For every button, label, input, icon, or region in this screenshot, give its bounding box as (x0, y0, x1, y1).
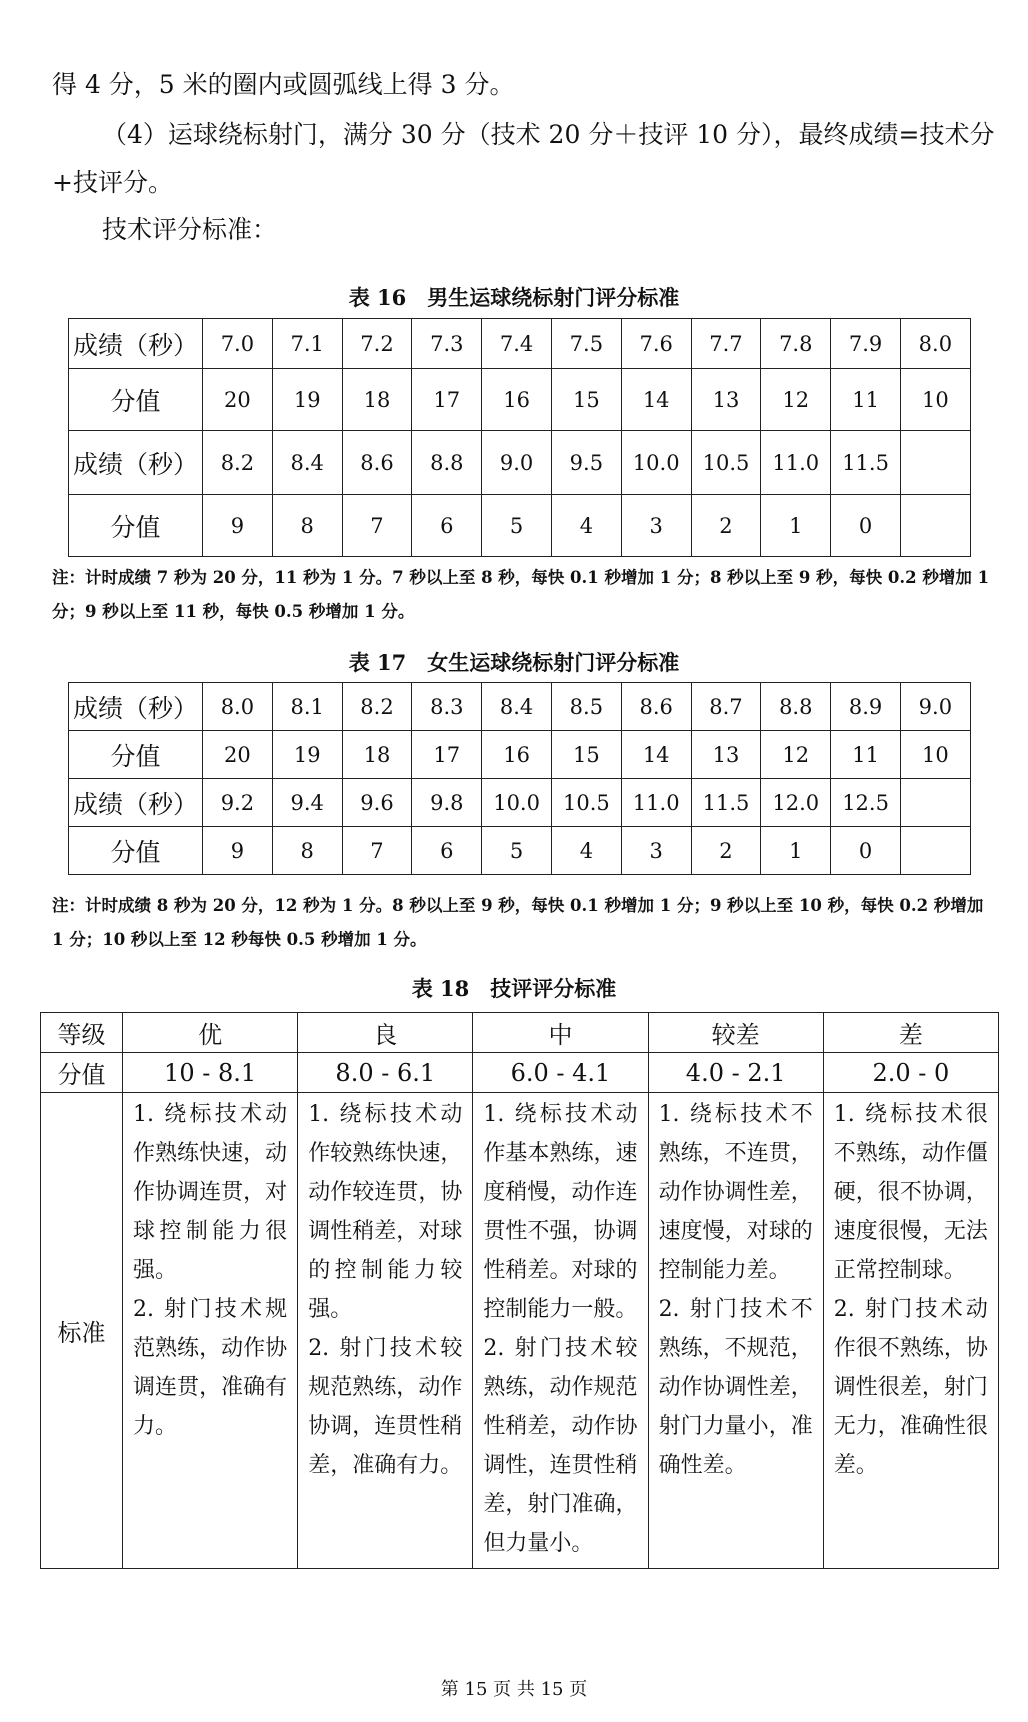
table18-caption: 表 18 技评评分标准 (411, 976, 617, 1001)
table-row (69, 431, 971, 495)
time-cell: 10.5 (691, 431, 761, 495)
criteria-item: 1. 绕标技术很不熟练，动作僵硬，很不协调，速度很慢，无法正常控制球。 (833, 1102, 988, 1283)
label-score: 分值 (41, 1053, 123, 1093)
range-cell: 4.0 - 2.1 (648, 1053, 823, 1093)
score-cell: 2 (691, 827, 761, 875)
range-cell: 2.0 - 0 (823, 1053, 998, 1093)
table16-male-scoring (68, 318, 971, 557)
score-cell: 13 (691, 369, 761, 431)
row-label-time: 成绩（秒） (69, 431, 203, 495)
criteria-cell-medium (473, 1093, 648, 1569)
table-row (69, 495, 971, 557)
intro-line-2: （4）运球绕标射门，满分 30 分（技术 20 分＋技评 10 分），最终成绩=技术分 (102, 120, 995, 149)
intro-line-1: 得 4 分，5 米的圈内或圆弧线上得 3 分。 (52, 70, 515, 99)
score-cell: 1 (761, 827, 831, 875)
score-cell: 19 (272, 731, 342, 779)
time-cell: 9.8 (412, 779, 482, 827)
score-cell: 5 (482, 495, 552, 557)
time-cell: 8.0 (203, 683, 273, 731)
score-cell: 4 (551, 495, 621, 557)
score-cell: 15 (551, 731, 621, 779)
score-cell: 12 (761, 731, 831, 779)
time-cell: 8.9 (831, 683, 901, 731)
label-criteria: 标准 (41, 1093, 123, 1569)
range-cell: 6.0 - 4.1 (473, 1053, 648, 1093)
time-cell (900, 779, 970, 827)
score-cell: 3 (621, 827, 691, 875)
time-cell: 8.8 (761, 683, 831, 731)
row-label-score: 分值 (69, 731, 203, 779)
criteria-item: 1. 绕标技术动作较熟练快速，动作较连贯，协调性稍差，对球的控制能力较强。 (308, 1102, 463, 1322)
time-cell: 7.7 (691, 319, 761, 369)
time-cell: 8.5 (551, 683, 621, 731)
time-cell: 7.8 (761, 319, 831, 369)
time-cell: 9.6 (342, 779, 412, 827)
criteria-cell-good (298, 1093, 473, 1569)
score-cell: 17 (412, 369, 482, 431)
table17-female-scoring (68, 682, 971, 875)
score-cell: 9 (203, 495, 273, 557)
time-cell: 8.2 (342, 683, 412, 731)
time-cell: 8.0 (900, 319, 970, 369)
time-cell: 8.7 (691, 683, 761, 731)
score-cell: 7 (342, 495, 412, 557)
score-cell: 10 (900, 731, 970, 779)
table-row (41, 1053, 999, 1093)
grade-cell: 良 (298, 1013, 473, 1053)
score-cell: 4 (551, 827, 621, 875)
score-cell: 6 (412, 827, 482, 875)
score-cell: 1 (761, 495, 831, 557)
time-cell: 8.4 (272, 431, 342, 495)
score-cell: 11 (831, 731, 901, 779)
score-cell: 17 (412, 731, 482, 779)
range-cell: 10 - 8.1 (123, 1053, 298, 1093)
time-cell: 8.2 (203, 431, 273, 495)
row-label-time: 成绩（秒） (69, 779, 203, 827)
time-cell: 12.0 (761, 779, 831, 827)
score-cell: 0 (831, 495, 901, 557)
time-cell: 9.0 (482, 431, 552, 495)
score-cell (900, 495, 970, 557)
criteria-item: 2. 射门技术较规范熟练，动作协调，连贯性稍差，准确有力。 (308, 1336, 463, 1478)
range-cell: 8.0 - 6.1 (298, 1053, 473, 1093)
criteria-item: 2. 射门技术规范熟练，动作协调连贯，准确有力。 (133, 1297, 288, 1439)
score-cell: 13 (691, 731, 761, 779)
table-row (69, 827, 971, 875)
score-cell: 9 (203, 827, 273, 875)
score-cell: 3 (621, 495, 691, 557)
intro-line-4: 技术评分标准： (102, 215, 278, 244)
row-label-score: 分值 (69, 369, 203, 431)
table-row (41, 1013, 999, 1053)
criteria-item: 1. 绕标技术不熟练，不连贯，动作协调性差，速度慢，对球的控制能力差。 (658, 1102, 813, 1283)
score-cell: 16 (482, 731, 552, 779)
grade-cell: 优 (123, 1013, 298, 1053)
page-footer: 第 15 页 共 15 页 (440, 1679, 588, 1700)
time-cell: 8.1 (272, 683, 342, 731)
time-cell: 8.4 (482, 683, 552, 731)
table-row (69, 779, 971, 827)
time-cell (900, 431, 970, 495)
time-cell: 7.2 (342, 319, 412, 369)
time-cell: 7.9 (831, 319, 901, 369)
time-cell: 11.0 (761, 431, 831, 495)
time-cell: 9.4 (272, 779, 342, 827)
table18-technique-grading (40, 1012, 999, 1569)
score-cell: 5 (482, 827, 552, 875)
score-cell: 6 (412, 495, 482, 557)
time-cell: 9.0 (900, 683, 970, 731)
time-cell: 7.6 (621, 319, 691, 369)
table16-caption: 表 16 男生运球绕标射门评分标准 (348, 285, 680, 310)
criteria-item: 2. 射门技术较熟练，动作规范性稍差，动作协调性，连贯性稍差，射门准确，但力量小。 (483, 1336, 638, 1556)
score-cell: 0 (831, 827, 901, 875)
criteria-item: 2. 射门技术不熟练，不规范，动作协调性差，射门力量小，准确性差。 (658, 1297, 813, 1478)
score-cell: 10 (900, 369, 970, 431)
score-cell: 18 (342, 369, 412, 431)
score-cell: 7 (342, 827, 412, 875)
time-cell: 9.5 (551, 431, 621, 495)
grade-cell: 中 (473, 1013, 648, 1053)
grade-cell: 较差 (648, 1013, 823, 1053)
score-cell: 16 (482, 369, 552, 431)
criteria-cell-poor (648, 1093, 823, 1569)
criteria-cell-excellent (123, 1093, 298, 1569)
score-cell: 15 (551, 369, 621, 431)
label-grade: 等级 (41, 1013, 123, 1053)
time-cell: 9.2 (203, 779, 273, 827)
criteria-cell-bad (823, 1093, 998, 1569)
time-cell: 11.5 (691, 779, 761, 827)
score-cell (900, 827, 970, 875)
row-label-time: 成绩（秒） (69, 683, 203, 731)
time-cell: 8.6 (621, 683, 691, 731)
score-cell: 19 (272, 369, 342, 431)
time-cell: 7.0 (203, 319, 273, 369)
score-cell: 20 (203, 369, 273, 431)
row-label-time: 成绩（秒） (69, 319, 203, 369)
score-cell: 18 (342, 731, 412, 779)
time-cell: 10.5 (551, 779, 621, 827)
time-cell: 7.5 (551, 319, 621, 369)
score-cell: 2 (691, 495, 761, 557)
criteria-item: 1. 绕标技术动作熟练快速，动作协调连贯，对球控制能力很强。 (133, 1102, 288, 1283)
time-cell: 11.5 (831, 431, 901, 495)
intro-line-3: +技评分。 (52, 168, 173, 197)
score-cell: 12 (761, 369, 831, 431)
score-cell: 14 (621, 731, 691, 779)
table-row (41, 1093, 999, 1569)
table-row (69, 731, 971, 779)
time-cell: 8.3 (412, 683, 482, 731)
score-cell: 11 (831, 369, 901, 431)
score-cell: 8 (272, 495, 342, 557)
criteria-item: 2. 射门技术动作很不熟练，协调性很差，射门无力，准确性很差。 (833, 1297, 988, 1478)
table16-note: 注：计时成绩 7 秒为 20 分，11 秒为 1 分。7 秒以上至 8 秒，每快 0.1 秒增加 1 分；8 秒以上至 9 秒，每快 0.2 秒增加 1 分；9 秒以上至 11 秒，每快 0.5 秒增加 1 分。 (52, 568, 990, 621)
table-row (69, 369, 971, 431)
criteria-item: 1. 绕标技术动作基本熟练，速度稍慢，动作连贯性不强，协调性稍差。对球的控制能力一般。 (483, 1102, 638, 1322)
row-label-score: 分值 (69, 495, 203, 557)
time-cell: 7.1 (272, 319, 342, 369)
score-cell: 20 (203, 731, 273, 779)
table-row (69, 683, 971, 731)
row-label-score: 分值 (69, 827, 203, 875)
table17-caption: 表 17 女生运球绕标射门评分标准 (348, 650, 680, 675)
time-cell: 8.6 (342, 431, 412, 495)
time-cell: 7.4 (482, 319, 552, 369)
time-cell: 11.0 (621, 779, 691, 827)
score-cell: 8 (272, 827, 342, 875)
time-cell: 10.0 (482, 779, 552, 827)
time-cell: 7.3 (412, 319, 482, 369)
table-row (69, 319, 971, 369)
time-cell: 12.5 (831, 779, 901, 827)
time-cell: 10.0 (621, 431, 691, 495)
table17-note: 注：计时成绩 8 秒为 20 分，12 秒为 1 分。8 秒以上至 9 秒，每快 0.1 秒增加 1 分；9 秒以上至 10 秒，每快 0.2 秒增加 1 分；10 秒以上至 12 秒每快 0.5 秒增加 1 分。 (52, 896, 984, 949)
grade-cell: 差 (823, 1013, 998, 1053)
score-cell: 14 (621, 369, 691, 431)
time-cell: 8.8 (412, 431, 482, 495)
